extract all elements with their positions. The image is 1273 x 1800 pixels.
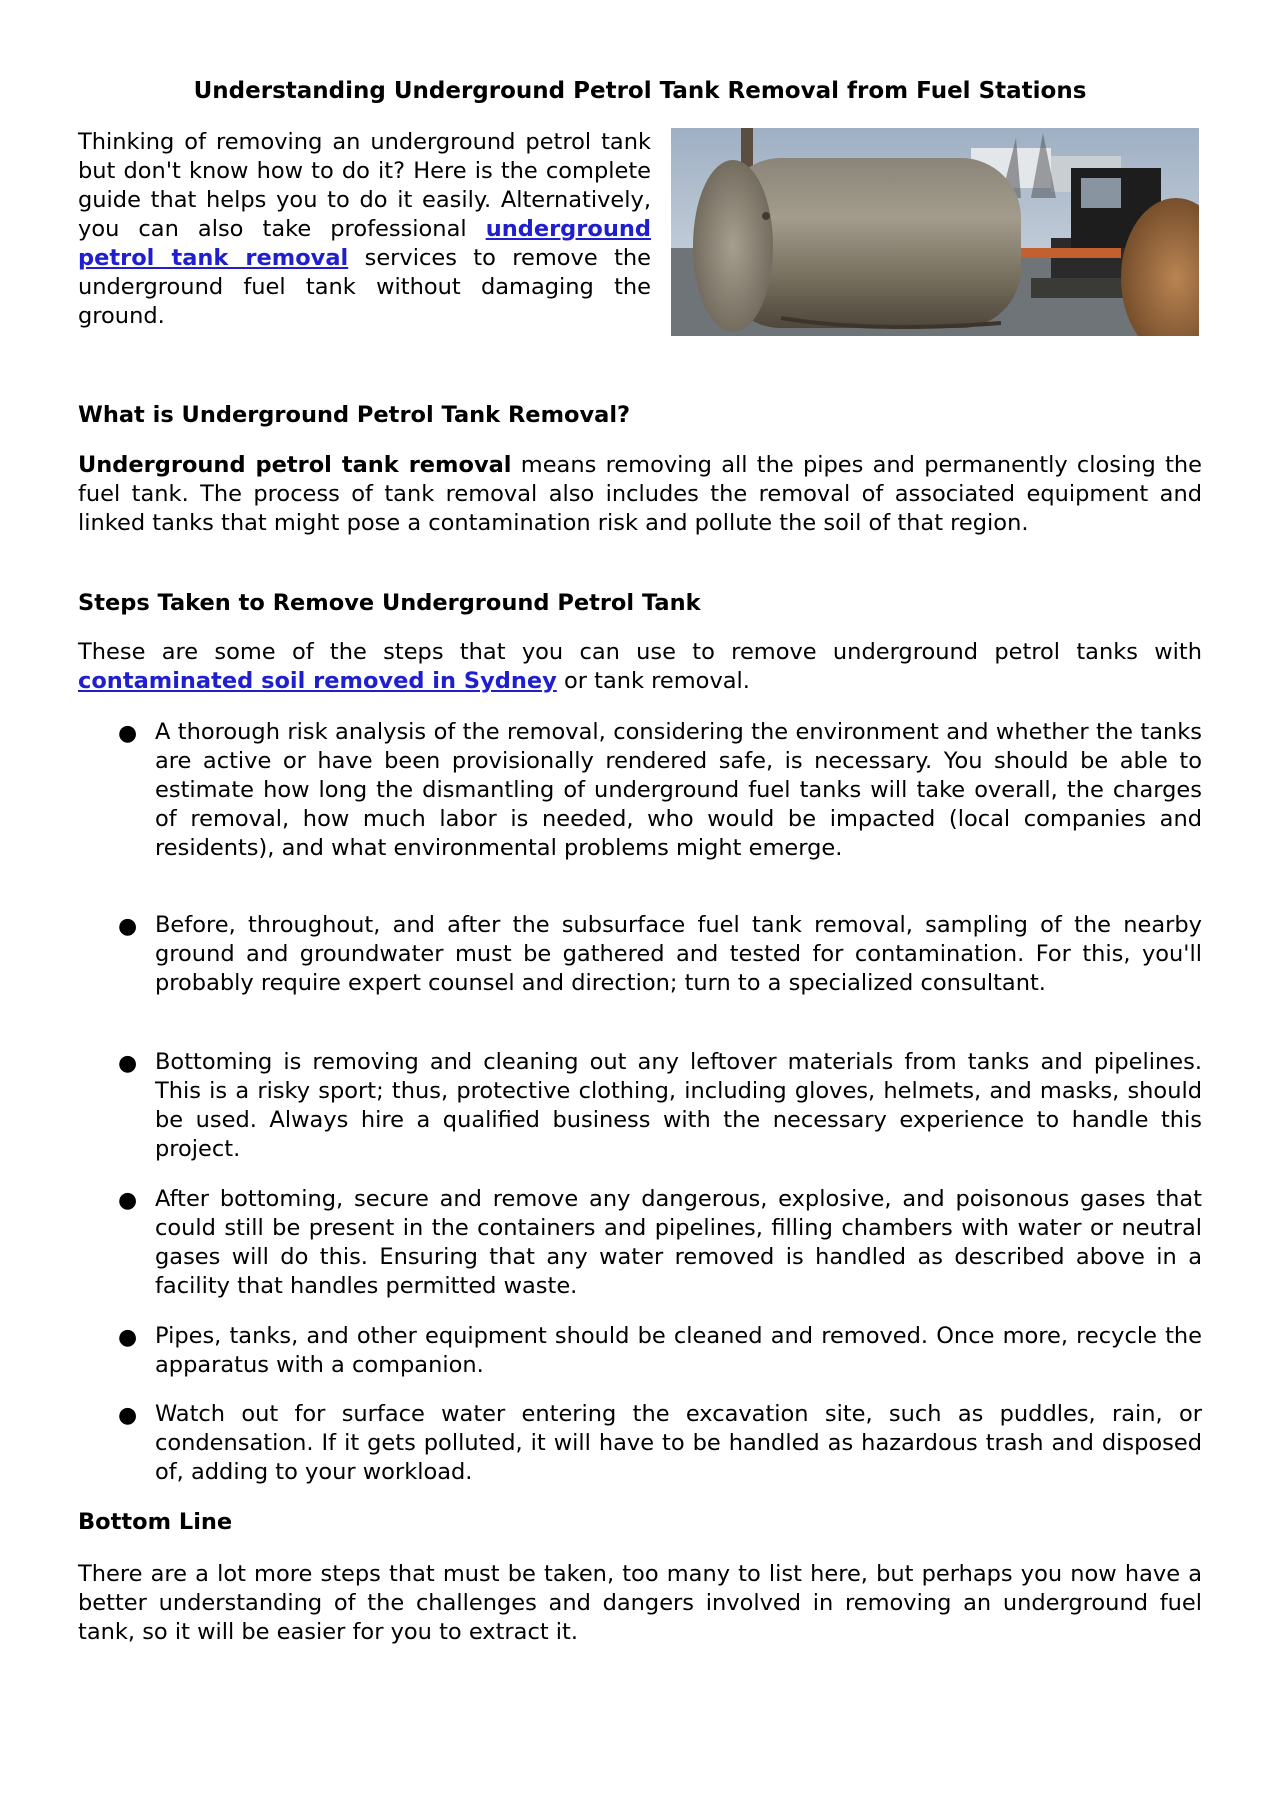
bullet-icon: ● [118, 914, 138, 939]
step-text: A thorough risk analysis of the removal, considering the environment and whether the tanks are active or have been provisionally rendered safe, is necessary. You should be able to estimate how long the dismantling of underground fuel tanks will take overall, the charges of removal, how much labor is needed, who would be impacted (local companies and residents), and what environmental problems might emerge. [155, 719, 1202, 861]
bullet-icon: ● [118, 1188, 138, 1213]
section-heading-what-is: What is Underground Petrol Tank Removal? [78, 402, 631, 428]
steps-intro-before: These are some of the steps that you can use to remove underground petrol tanks with [78, 639, 1202, 665]
bullet-icon: ● [118, 1325, 138, 1350]
bullet-icon: ● [118, 1051, 138, 1076]
step-text: Before, throughout, and after the subsurface fuel tank removal, sampling of the nearby ground and groundwater must be gathered and tested for contamination. For this, you'll probably require expert counsel and direction; turn to a specialized consultant. [155, 912, 1202, 996]
step-text: Pipes, tanks, and other equipment should be cleaned and removed. Once more, recycle the apparatus with a companion. [155, 1323, 1202, 1378]
section-heading-bottom-line: Bottom Line [78, 1509, 233, 1535]
tank-photo [671, 128, 1199, 336]
step-text: Bottoming is removing and cleaning out any leftover materials from tanks and pipelines. This is a risky sport; thus, protective clothing, including gloves, helmets, and masks, should be used. Always hire a qualified business with the necessary experience to handle this project. [155, 1049, 1202, 1162]
tank-removal-link[interactable]: underground petrol tank removal [78, 216, 651, 271]
definition-term: Underground petrol tank removal [78, 452, 512, 478]
steps-intro-paragraph [78, 638, 1202, 696]
intro-text-before: Thinking of removing an underground petrol tank but don't know how to do it? Here is the complete guide that helps you to do it easily. Alternatively, you can also take professional [78, 129, 651, 242]
definition-text: means removing all the pipes and permanently closing the fuel tank. The process of tank removal also includes the removal of associated equipment and linked tanks that might pose a contamination risk and pollute the soil of that region. [78, 452, 1202, 536]
bullet-icon: ● [118, 1403, 138, 1428]
steps-intro-after: or tank removal. [556, 668, 750, 694]
definition-paragraph [78, 451, 1202, 538]
section-heading-steps: Steps Taken to Remove Underground Petrol Tank [78, 590, 701, 616]
step-text: Watch out for surface water entering the excavation site, such as puddles, rain, or condensation. If it gets polluted, it will have to be handled as hazardous trash and disposed of, adding to your workload. [155, 1401, 1202, 1485]
conclusion-paragraph: There are a lot more steps that must be taken, too many to list here, but perhaps you now have a better understanding of the challenges and dangers involved in removing an underground fuel tank, so it will be easier for you to extract it. [78, 1561, 1202, 1645]
bullet-icon: ● [118, 721, 138, 746]
intro-paragraph [78, 128, 651, 331]
intro-text-after: services to remove the underground fuel tank without damaging the ground. [78, 245, 651, 329]
step-text: After bottoming, secure and remove any dangerous, explosive, and poisonous gases that could still be present in the containers and pipelines, filling chambers with water or neutral gases will do this. Ensuring that any water removed is handled as described above in a facility that handles permitted waste. [155, 1186, 1202, 1299]
contaminated-soil-link[interactable]: contaminated soil removed in Sydney [78, 668, 557, 694]
document-title: Understanding Underground Petrol Tank Removal from Fuel Stations [193, 78, 1087, 104]
